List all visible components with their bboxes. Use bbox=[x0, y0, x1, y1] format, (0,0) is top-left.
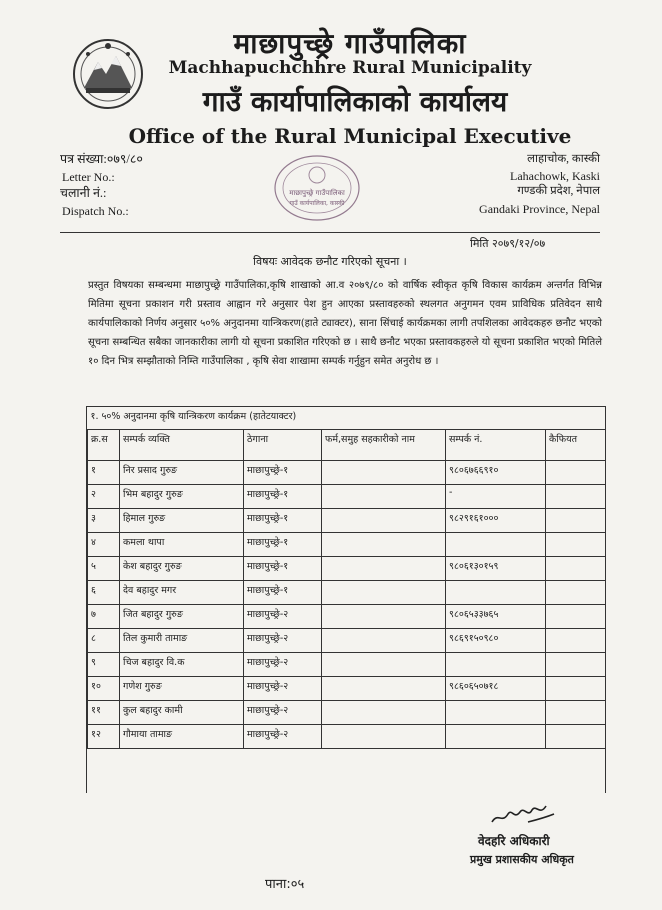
cell-name: भिम बहादुर गुरुङ bbox=[120, 485, 244, 509]
cell-contact: ९८०६१३०१५९ bbox=[446, 557, 546, 581]
cell-remarks bbox=[546, 605, 606, 629]
letter-date: मिति २०७९/१२/०७ bbox=[470, 237, 546, 250]
cell-firm bbox=[322, 581, 446, 605]
office-name-np: गाउँ कार्यापालिकाको कार्यालय bbox=[202, 85, 508, 118]
cell-address: माछापुच्छ्रे-२ bbox=[244, 653, 322, 677]
cell-firm bbox=[322, 533, 446, 557]
table-row bbox=[88, 653, 606, 677]
table-row bbox=[88, 677, 606, 701]
cell-name: जित बहादुर गुरुङ bbox=[120, 605, 244, 629]
cell-firm bbox=[322, 701, 446, 725]
cell-remarks bbox=[546, 653, 606, 677]
cell-firm bbox=[322, 461, 446, 485]
dispatch-no-np: चलानी नं.: bbox=[60, 186, 107, 200]
cell-name: चिज बहादुर वि.क bbox=[120, 653, 244, 677]
header-divider bbox=[60, 232, 600, 233]
cell-firm bbox=[322, 605, 446, 629]
cell-address: माछापुच्छ्रे-२ bbox=[244, 725, 322, 749]
cell-address: माछापुच्छ्रे-१ bbox=[244, 533, 322, 557]
cell-sn: ७ bbox=[88, 605, 120, 629]
table-row bbox=[88, 701, 606, 725]
cell-name: निर प्रसाद गुरुङ bbox=[120, 461, 244, 485]
address-np-1: लाहाचोक, कास्की bbox=[527, 153, 600, 165]
cell-address: माछापुच्छ्रे-१ bbox=[244, 581, 322, 605]
col-header-firm: फर्म,समुह सहकारीको नाम bbox=[322, 430, 446, 461]
table-row bbox=[88, 533, 606, 557]
table-body bbox=[88, 461, 606, 749]
address-np-2: गण्डकी प्रदेश, नेपाल bbox=[517, 185, 600, 197]
table-header-row bbox=[88, 430, 606, 461]
cell-address: माछापुच्छ्रे-१ bbox=[244, 557, 322, 581]
cell-remarks bbox=[546, 485, 606, 509]
cell-name: गौमाया तामाङ bbox=[120, 725, 244, 749]
cell-contact bbox=[446, 581, 546, 605]
cell-sn: १ bbox=[88, 461, 120, 485]
address-en-2: Gandaki Province, Nepal bbox=[479, 202, 600, 216]
cell-address: माछापुच्छ्रे-२ bbox=[244, 701, 322, 725]
cell-firm bbox=[322, 725, 446, 749]
col-header-remarks: कैफियत bbox=[546, 430, 606, 461]
table-row bbox=[88, 461, 606, 485]
cell-name: देव बहादुर मगर bbox=[120, 581, 244, 605]
municipality-name-np: माछापुच्छ्रे गाउँपालिका bbox=[233, 27, 467, 60]
cell-contact bbox=[446, 533, 546, 557]
cell-firm bbox=[322, 677, 446, 701]
table-row bbox=[88, 605, 606, 629]
cell-sn: १२ bbox=[88, 725, 120, 749]
office-seal-stamp bbox=[272, 153, 362, 223]
cell-contact: ९८६९१५०९८० bbox=[446, 629, 546, 653]
signatory-title: प्रमुख प्रशासकीय अधिकृत bbox=[470, 853, 574, 866]
cell-sn: ११ bbox=[88, 701, 120, 725]
cell-name: केश बहादुर गुरुङ bbox=[120, 557, 244, 581]
table-row bbox=[88, 581, 606, 605]
cell-sn: १० bbox=[88, 677, 120, 701]
col-header-contact: सम्पर्क नं. bbox=[446, 430, 546, 461]
cell-sn: ४ bbox=[88, 533, 120, 557]
cell-contact: ९८६०६५०७१८ bbox=[446, 677, 546, 701]
cell-sn: ३ bbox=[88, 509, 120, 533]
cell-sn: ५ bbox=[88, 557, 120, 581]
signatory-name: वेदहरि अधिकारी bbox=[478, 834, 550, 848]
cell-address: माछापुच्छ्रे-१ bbox=[244, 509, 322, 533]
table-row bbox=[88, 509, 606, 533]
cell-remarks bbox=[546, 461, 606, 485]
letter-subject: विषयः आवेदक छनौट गरिएको सूचना । bbox=[253, 255, 407, 268]
cell-address: माछापुच्छ्रे-१ bbox=[244, 461, 322, 485]
beneficiary-table-wrapper bbox=[86, 406, 606, 793]
table-row bbox=[88, 485, 606, 509]
cell-address: माछापुच्छ्रे-२ bbox=[244, 605, 322, 629]
cell-firm bbox=[322, 557, 446, 581]
col-header-sn: क्र.स bbox=[88, 430, 120, 461]
cell-remarks bbox=[546, 725, 606, 749]
seal-text-top: माछापुच्छ्रे गाउँपालिका bbox=[289, 189, 345, 197]
handwritten-signature bbox=[488, 798, 558, 828]
cell-sn: ६ bbox=[88, 581, 120, 605]
cell-remarks bbox=[546, 629, 606, 653]
cell-name: तिल कुमारी तामाङ bbox=[120, 629, 244, 653]
cell-firm bbox=[322, 653, 446, 677]
cell-sn: २ bbox=[88, 485, 120, 509]
col-header-address: ठेगाना bbox=[244, 430, 322, 461]
address-en-1: Lahachowk, Kaski bbox=[510, 169, 600, 183]
cell-address: माछापुच्छ्रे-२ bbox=[244, 629, 322, 653]
cell-sn: ९ bbox=[88, 653, 120, 677]
cell-contact bbox=[446, 701, 546, 725]
cell-contact bbox=[446, 653, 546, 677]
beneficiary-table bbox=[87, 407, 606, 749]
cell-remarks bbox=[546, 557, 606, 581]
cell-firm bbox=[322, 509, 446, 533]
cell-contact: ९८२९१६१००० bbox=[446, 509, 546, 533]
letter-no-en: Letter No.: bbox=[62, 170, 115, 184]
cell-contact: ९८०६७६६९१० bbox=[446, 461, 546, 485]
cell-name: कमला थापा bbox=[120, 533, 244, 557]
cell-remarks bbox=[546, 701, 606, 725]
cell-name: गणेश गुरुङ bbox=[120, 677, 244, 701]
seal-text-bottom: गाउँ कार्यपालिका, कास्की bbox=[289, 200, 345, 207]
cell-contact: ९८०६५३३७६५ bbox=[446, 605, 546, 629]
cell-firm bbox=[322, 629, 446, 653]
cell-name: कुल बहादुर कामी bbox=[120, 701, 244, 725]
cell-address: माछापुच्छ्रे-२ bbox=[244, 677, 322, 701]
cell-contact: - bbox=[446, 485, 546, 509]
cell-remarks bbox=[546, 509, 606, 533]
cell-remarks bbox=[546, 581, 606, 605]
cell-sn: ८ bbox=[88, 629, 120, 653]
dispatch-no-en: Dispatch No.: bbox=[62, 204, 129, 218]
letter-body: प्रस्तुत विषयका सम्बन्धमा माछापुच्छ्रे गाउँपालिका,कृषि शाखाको आ.व २०७९/८० को वार्षिक स्वीकृत कृषि विकास कार्यक्रम अन्तर्गत विभिन्न मितिमा सूचना प्रकाशन गरी प्रस्ताव आह्वान गरे अनुसार पेश हुन आएका प्रस्तावहरुको स्थलगत अनुगमन एवम प्राविधिक प्रतिवेदन साथै कार्यपालिकाको निर्णय अनुसार ५०% अनुदानमा यान्त्रिकरण(हाते ट्याक्टर), साना सिंचाई कार्यक्रमका लागी तपशिलका आवेदकहरु छनौट भएको सूचना सम्बन्धित सबैका जानकारीका लागी यो सूचना प्रकाशित गरिएको छ । साथै छनौट भएका प्रस्तावकहरुले यो सूचना प्रकाशित भएको मितिले १० दिन भित्र सम्झौताको निम्ति गाउँपालिका , कृषि सेवा शाखामा सम्पर्क गर्नुहुन समेत अनुरोध छ । bbox=[88, 280, 602, 367]
municipality-name-en: Machhapuchchhre Rural Municipality bbox=[168, 58, 532, 78]
office-name-en: Office of the Rural Municipal Executive bbox=[128, 124, 572, 148]
table-row bbox=[88, 725, 606, 749]
letter-no-np: पत्र संख्या:०७९/८० bbox=[60, 152, 143, 166]
cell-name: हिमाल गुरुङ bbox=[120, 509, 244, 533]
cell-address: माछापुच्छ्रे-१ bbox=[244, 485, 322, 509]
table-row bbox=[88, 557, 606, 581]
cell-firm bbox=[322, 485, 446, 509]
cell-contact bbox=[446, 725, 546, 749]
cell-remarks bbox=[546, 677, 606, 701]
table-caption: १. ५०% अनुदानमा कृषि यान्त्रिकरण कार्यक्रम (हातेटयाक्टर) bbox=[88, 407, 606, 430]
table-row bbox=[88, 629, 606, 653]
page-number: पाना:०५ bbox=[265, 877, 305, 892]
col-header-name: सम्पर्क व्यक्ति bbox=[120, 430, 244, 461]
cell-remarks bbox=[546, 533, 606, 557]
